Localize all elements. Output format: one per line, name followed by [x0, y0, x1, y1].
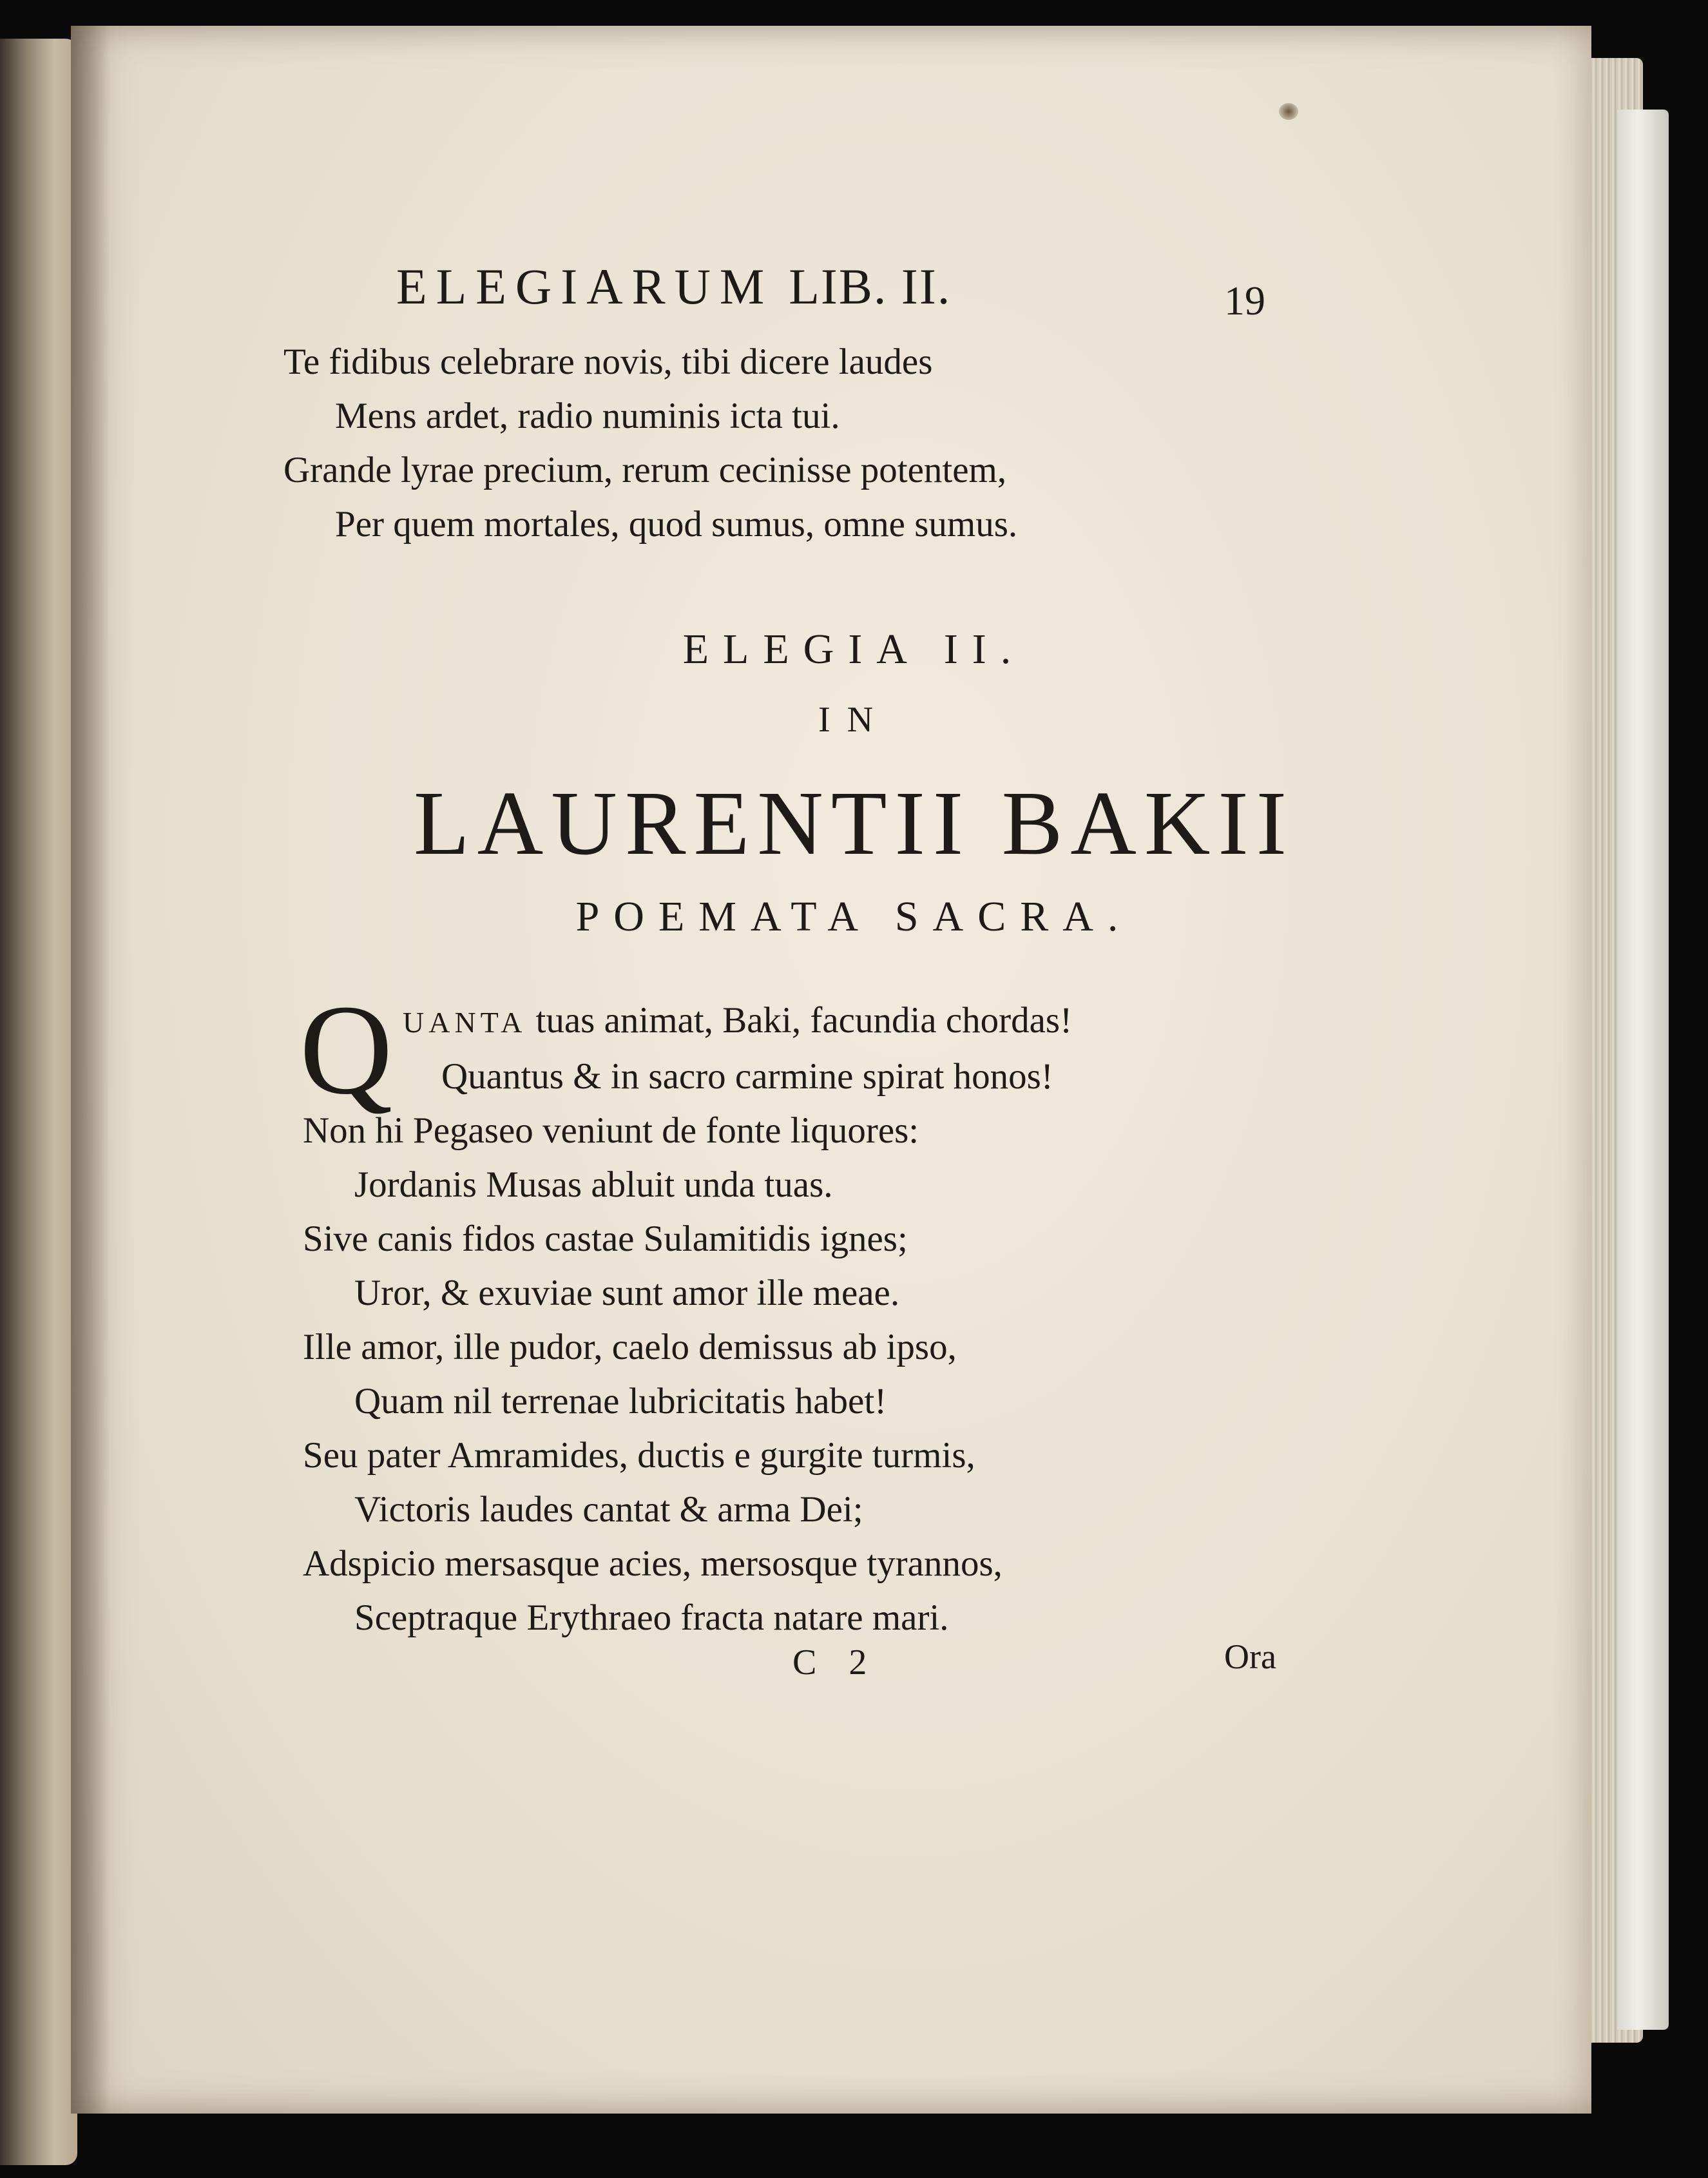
- catchword: Ora: [1224, 1637, 1276, 1676]
- elegy-heading: ELEGIA II.: [682, 626, 1026, 673]
- book-cover-edge: [1617, 110, 1669, 2030]
- verse-line: Victoris laudes cantat & arma Dei;: [354, 1489, 863, 1530]
- poem-subtitle: POEMATA SACRA.: [575, 893, 1133, 940]
- running-head-book: LIB. II.: [789, 258, 952, 314]
- verse-line: Adspicio mersasque acies, mersosque tyrannos,: [303, 1543, 1003, 1584]
- foxing-spot: [1279, 103, 1298, 120]
- verse-line: Sive canis fidos castae Sulamitidis ignes;: [303, 1219, 908, 1259]
- page-number: 19: [1224, 278, 1265, 323]
- verse-line: Uror, & exuviae sunt amor ille meae.: [354, 1273, 900, 1313]
- verse-line: Seu pater Amramides, ductis e gurgite turmis,: [303, 1435, 975, 1476]
- first-word-smallcaps: UANTA: [403, 1006, 527, 1039]
- drop-cap: Q: [300, 979, 393, 1121]
- verse-line: Ille amor, ille pudor, caelo demissus ab ipso,: [303, 1327, 957, 1367]
- verse-line-first: [303, 994, 1072, 1050]
- verse-line: Quam nil terrenae lubricitatis habet!: [354, 1381, 887, 1421]
- intro-verses: [283, 335, 1017, 552]
- verse-line: Te fidibus celebrare novis, tibi dicere laudes: [283, 342, 933, 382]
- gutter-shadow: [71, 26, 110, 2114]
- main-poem: [303, 994, 1072, 1645]
- running-head-title: ELEGIARUM: [396, 258, 774, 314]
- verse-line: Jordanis Musas abluit unda tuas.: [354, 1164, 833, 1205]
- verse-line: Non hi Pegaseo veniunt de fonte liquores:: [303, 1110, 919, 1151]
- running-head: [396, 258, 951, 316]
- heading-in: IN: [818, 700, 890, 740]
- verse-line: Sceptraque Erythraeo fracta natare mari.: [354, 1597, 949, 1638]
- verse-line: Quantus & in sacro carmine spirat honos!: [441, 1056, 1053, 1097]
- verse-line: Mens ardet, radio numinis icta tui.: [335, 396, 840, 436]
- verse-line: Grande lyrae precium, rerum cecinisse potentem,: [283, 450, 1007, 490]
- poem-title: LAURENTII BAKII: [413, 772, 1295, 874]
- previous-page-edge: [0, 39, 77, 2165]
- first-line-rest: tuas animat, Baki, facundia chordas!: [526, 1000, 1073, 1041]
- signature-mark: C 2: [792, 1643, 879, 1682]
- verse-line: Per quem mortales, quod sumus, omne sumus.: [335, 504, 1018, 544]
